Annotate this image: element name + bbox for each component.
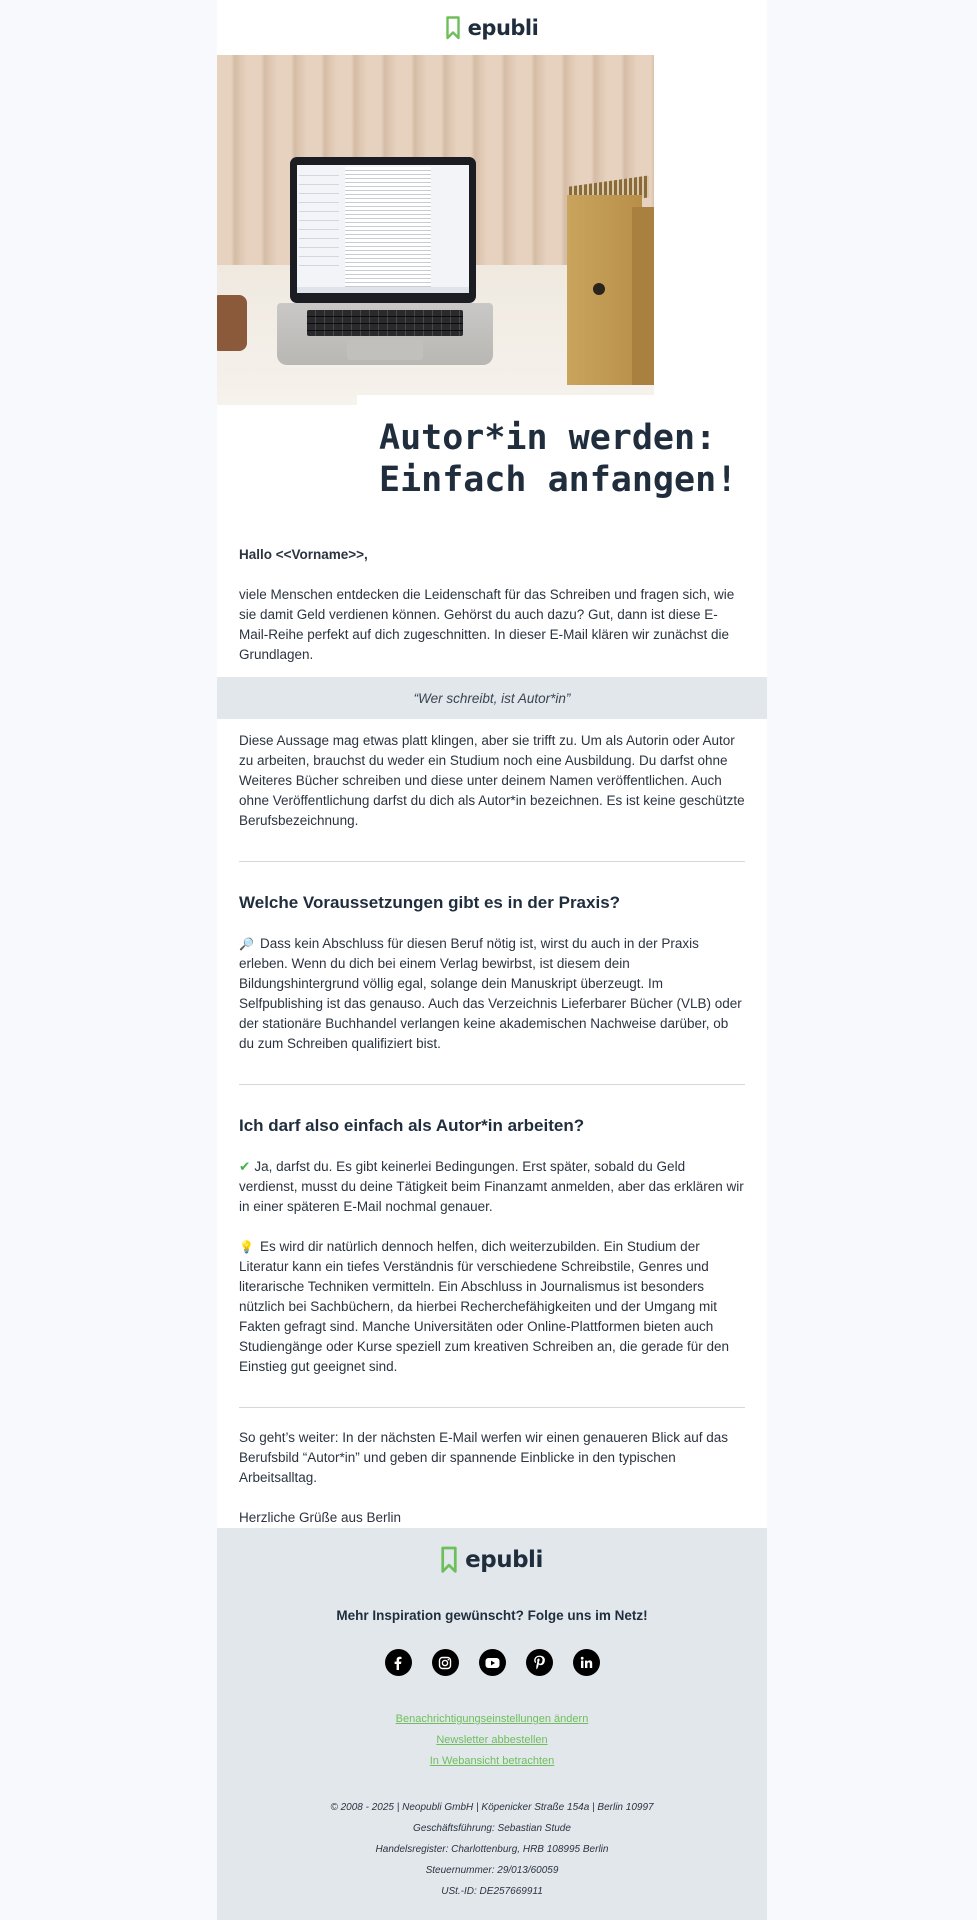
working-paragraph-2 — [239, 1237, 745, 1377]
outlook-paragraph: So geht’s weiter: In der nächsten E-Mail werfen wir einen genaueren Blick auf das Berufsbild “Autor*in” und geben dir spannende Einblicke in den typischen Arbeitsalltag. — [239, 1430, 729, 1485]
legal-register: Handelsregister: Charlottenburg, HRB 108995 Berlin — [375, 1844, 609, 1855]
quote-text: “Wer schreibt, ist Autor*in” — [413, 690, 571, 706]
footer-links — [217, 1709, 767, 1772]
brand-logo-text: epubli — [467, 15, 539, 40]
footer-logo — [217, 1543, 767, 1577]
linkedin-icon[interactable] — [573, 1649, 600, 1676]
hero-image — [217, 55, 654, 405]
email-container — [217, 0, 767, 1920]
hero-title-line-2: Einfach anfangen! — [379, 460, 738, 500]
legal-tax-number: Steuernummer: 29/013/60059 — [425, 1865, 559, 1876]
requirements-text: Dass kein Abschluss für diesen Beruf nötig ist, wirst du auch in der Praxis erleben. Wenn du dich bei einem Verlag bewirbst, ist diesem dein Bildungshintergrund völlig egal, solange dein Manuskript überzeugt. Im Selfpublishing ist das genauso. Auch das Verzeichnis Lieferbarer Bücher (VLB) oder der stationäre Buchhandel verlangen keine akademischen Nachweise darüber, ob du zum Schreiben qualifiziert bist. — [239, 936, 742, 1051]
divider — [239, 1084, 745, 1085]
pinterest-icon[interactable] — [526, 1649, 553, 1676]
instagram-icon[interactable] — [432, 1649, 459, 1676]
bookmark-icon — [441, 1546, 457, 1574]
quote-banner — [217, 677, 767, 719]
hero — [217, 55, 767, 500]
email-body — [217, 545, 767, 665]
hero-title — [357, 395, 767, 501]
legal-vat-id: USt.-ID: DE257669911 — [441, 1886, 543, 1897]
greeting: Hallo <<Vorname>>, — [239, 547, 368, 562]
section-heading-working: Ich darf also einfach als Autor*in arbeiten? — [239, 1116, 585, 1135]
legal-copyright: © 2008 - 2025 | Neopubli GmbH | Köpenicker Straße 154a | Berlin 10997 — [330, 1802, 654, 1813]
email-footer — [217, 1528, 767, 1920]
brand-logo-text: epubli — [465, 1547, 543, 1573]
check-icon: ✔ — [239, 1159, 251, 1175]
hero-title-line-1: Autor*in werden: — [379, 418, 717, 458]
magnifier-icon: 🔎 — [239, 937, 254, 951]
working-text-2: Es wird dir natürlich dennoch helfen, dich weiterzubilden. Ein Studium der Literatur kann ein tiefes Verständnis für verschiedene Schreibstile, Genres und literarische Techniken vermitteln. Ein Abschluss in Journalismus ist besonders nützlich bei Sachbüchern, da hierbei Recherchefähigkeiten und der Umgang mit Fakten gefragt sind. Manche Universitäten oder Online-Plattformen bieten auch Studiengänge oder Kurse speziell zum kreativen Schreiben an, die gerade für den Einstieg gut geeignet sind. — [239, 1239, 730, 1374]
intro-paragraph: viele Menschen entdecken die Leidenschaft für das Schreiben und fragen sich, wie sie damit Geld verdienen können. Gehörst du auch dazu? Gut, dann ist diese E-Mail-Reihe perfekt auf dich zugeschnitten. In dieser E-Mail klären wir zunächst die Grundlagen. — [239, 587, 735, 662]
bookmark-icon — [446, 16, 460, 40]
signoff-line-1: Herzliche Grüße aus Berlin — [239, 1510, 402, 1525]
lightbulb-icon: 💡 — [239, 1240, 254, 1254]
youtube-icon[interactable] — [479, 1649, 506, 1676]
notification-settings-link[interactable]: Benachrichtigungseinstellungen ändern — [395, 1713, 589, 1725]
email-header — [217, 0, 767, 55]
footer-cta: Mehr Inspiration gewünscht? Folge uns im Netz! — [336, 1608, 648, 1623]
webview-link[interactable]: In Webansicht betrachten — [429, 1755, 555, 1767]
facebook-icon[interactable] — [385, 1649, 412, 1676]
working-text-1: Ja, darfst du. Es gibt keinerlei Bedingungen. Erst später, sobald du Geld verdienst, musst du deine Tätigkeit beim Finanzamt anmelden, aber das erklären wir in einer späteren E-Mail nochmal genauer. — [239, 1159, 744, 1214]
requirements-paragraph — [239, 934, 745, 1054]
legal-info — [217, 1797, 767, 1902]
legal-management: Geschäftsführung: Sebastian Stude — [413, 1823, 571, 1834]
working-paragraph-1 — [239, 1157, 745, 1217]
divider — [239, 1407, 745, 1408]
social-links — [217, 1649, 767, 1676]
section-heading-requirements: Welche Voraussetzungen gibt es in der Praxis? — [239, 893, 621, 912]
unsubscribe-link[interactable]: Newsletter abbestellen — [436, 1734, 548, 1746]
statement-paragraph: Diese Aussage mag etwas platt klingen, aber sie trifft zu. Um als Autorin oder Autor zu arbeiten, brauchst du weder ein Studium noch eine Ausbildung. Du darfst ohne Weiteres Bücher schreiben und diese unter deinem Namen veröffentlichen. Auch ohne Veröffentlichung darfst du dich als Autor*in bezeichnen. Es ist keine geschützte Berufsbezeichnung. — [239, 733, 745, 828]
divider — [239, 861, 745, 862]
